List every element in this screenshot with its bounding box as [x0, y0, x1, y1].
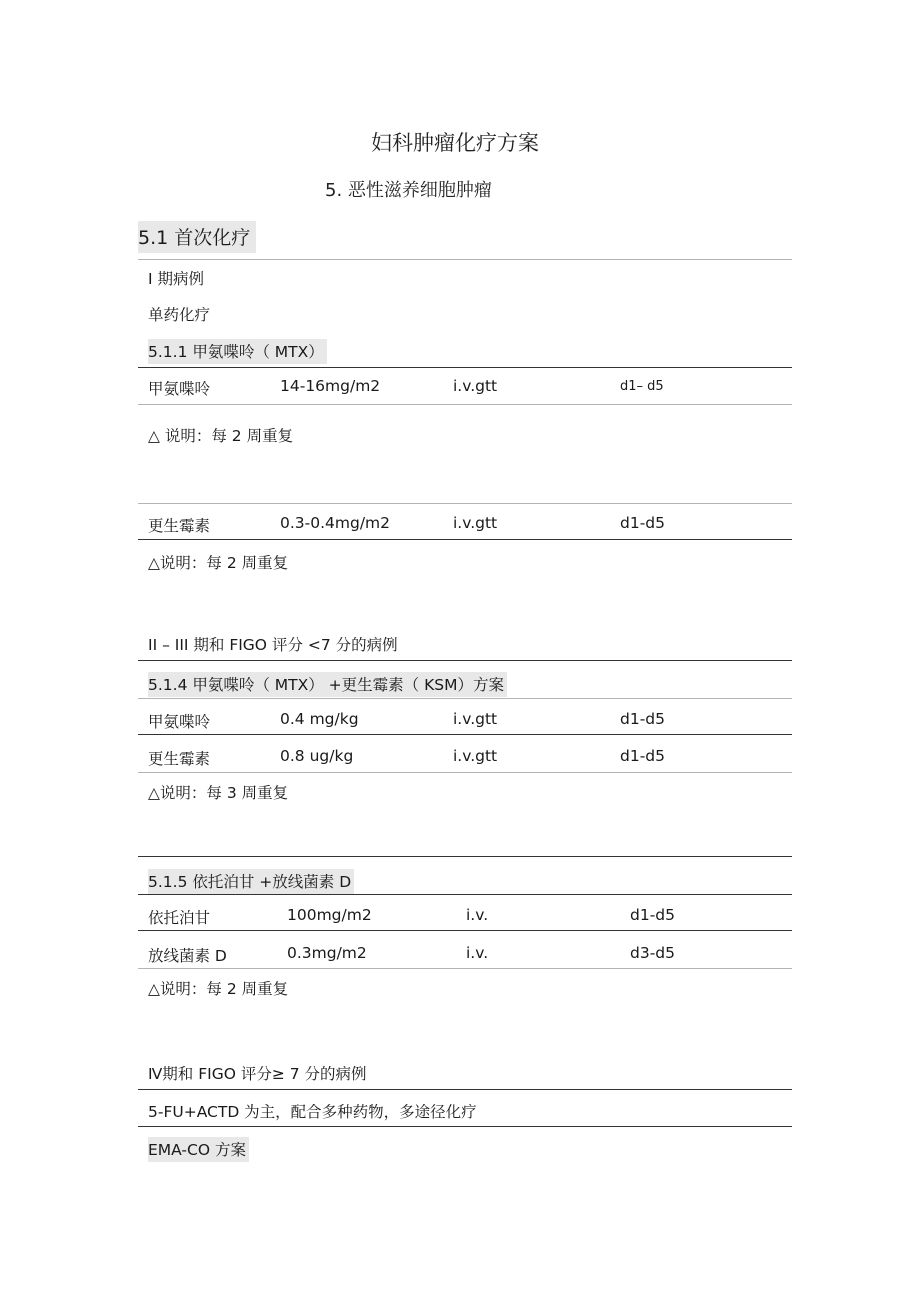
days: d1-d5	[630, 906, 675, 924]
subsection-heading-514: 5.1.4 甲氨喋呤（ MTX） +更生霉素（ KSM）方案	[148, 672, 507, 697]
route: i.v.	[466, 944, 489, 962]
chapter-heading: 5. 恶性滋养细胞肿瘤	[325, 180, 492, 201]
drug-name: 甲氨喋呤	[148, 380, 211, 398]
drug-name: 更生霉素	[148, 750, 211, 768]
drug-name: 放线菌素 D	[148, 947, 227, 965]
repeat-note: △说明：每 2 周重复	[148, 554, 289, 572]
days: d1– d5	[620, 379, 664, 394]
table-top-border	[138, 367, 792, 368]
divider	[138, 660, 792, 661]
stage-1-label: I 期病例	[148, 270, 204, 288]
days: d1-d5	[620, 747, 665, 765]
row-divider	[138, 930, 792, 931]
dose: 0.3mg/m2	[287, 944, 367, 962]
divider	[138, 1089, 792, 1090]
dose: 14-16mg/m2	[280, 377, 381, 395]
table-top-border	[138, 503, 792, 504]
divider	[138, 259, 792, 260]
regimen-heading: EMA-CO 方案	[148, 1137, 249, 1162]
section-heading: 5.1 首次化疗	[138, 221, 256, 253]
table-top-border	[138, 894, 792, 895]
subsection-heading-511: 5.1.1 甲氨喋呤（ MTX）	[148, 339, 327, 364]
route: i.v.	[466, 906, 489, 924]
single-drug-label: 单药化疗	[148, 306, 211, 324]
route: i.v.gtt	[453, 514, 498, 532]
days: d1-d5	[620, 514, 665, 532]
stage-4-label: Ⅳ期和 FIGO 评分≥ 7 分的病例	[148, 1065, 367, 1083]
table-bottom-border	[138, 404, 792, 405]
table-bottom-border	[138, 968, 792, 969]
table-bottom-border	[138, 772, 792, 773]
drug-name: 依托泊甘	[148, 909, 211, 927]
table-top-border	[138, 698, 792, 699]
row-divider	[138, 734, 792, 735]
subsection-heading-515: 5.1.5 依托泊甘 +放线菌素 D	[148, 869, 354, 894]
stage-2-3-label: II – III 期和 FIGO 评分 <7 分的病例	[148, 636, 398, 654]
dose: 0.4 mg/kg	[280, 710, 359, 728]
repeat-note: △说明：每 2 周重复	[148, 980, 289, 998]
route: i.v.gtt	[453, 710, 498, 728]
divider	[138, 1126, 792, 1127]
dose: 0.3-0.4mg/m2	[280, 514, 391, 532]
divider	[138, 856, 792, 857]
repeat-note: △说明：每 3 周重复	[148, 784, 289, 802]
repeat-note: △ 说明：每 2 周重复	[148, 427, 294, 445]
treatment-principle: 5-FU+ACTD 为主，配合多种药物，多途径化疗	[148, 1103, 477, 1121]
drug-name: 更生霉素	[148, 517, 211, 535]
doc-title: 妇科肿瘤化疗方案	[371, 131, 539, 155]
days: d3-d5	[630, 944, 675, 962]
dose: 0.8 ug/kg	[280, 747, 354, 765]
route: i.v.gtt	[453, 377, 498, 395]
dose: 100mg/m2	[287, 906, 372, 924]
route: i.v.gtt	[453, 747, 498, 765]
table-bottom-border	[138, 539, 792, 540]
days: d1-d5	[620, 710, 665, 728]
drug-name: 甲氨喋呤	[148, 713, 211, 731]
